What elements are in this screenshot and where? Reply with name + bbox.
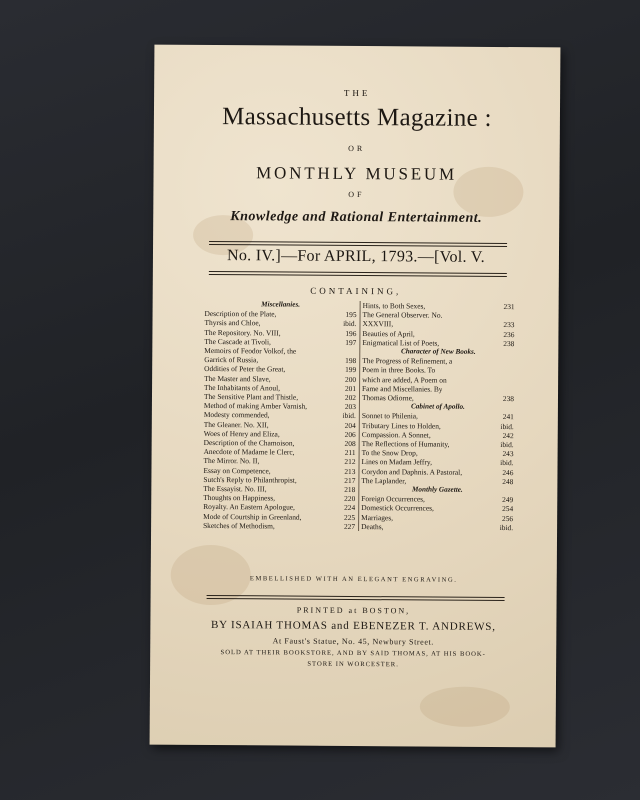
entry-page-number: 198	[345, 356, 357, 366]
contents-right-column	[361, 301, 515, 532]
entry-page-number: 224	[344, 503, 356, 513]
entry-title: Hints, to Both Sexes,	[362, 301, 426, 311]
entry-page-number: 248	[502, 476, 514, 486]
entry-page-number: 195	[345, 310, 357, 320]
entry-title: The Mirror. No. II,	[203, 456, 260, 466]
entry-title: Compassion. A Sonnet,	[361, 429, 431, 440]
entry-page-number: 231	[503, 302, 515, 312]
entry-title: Deaths,	[361, 521, 384, 532]
contents-entry	[361, 522, 513, 532]
entry-title: Woes of Henry and Eliza,	[203, 428, 280, 439]
address-line: At Faust's Statue, No. 45, Newbury Street.	[272, 636, 434, 647]
entry-page-number: ibid.	[500, 458, 514, 468]
entry-title: Anecdote of Madame le Clerc,	[203, 447, 295, 457]
magazine-title: Massachusetts Magazine :	[222, 103, 492, 132]
entry-title: Description of the Plate,	[204, 309, 277, 319]
entry-title: Oddities of Peter the Great,	[204, 364, 286, 374]
contents-entry	[361, 513, 513, 523]
double-rule-top	[209, 241, 507, 247]
entry-page-number: 206	[344, 429, 356, 439]
entry-page-number: 199	[345, 365, 357, 375]
contents-section-heading: Monthly Gazette.	[411, 485, 463, 494]
contents-section-heading: Cabinet of Apollo.	[410, 402, 465, 412]
entry-page-number	[352, 347, 356, 356]
entry-title: Lines on Madam Jeffry,	[361, 457, 432, 467]
entry-page-number: 201	[344, 383, 357, 393]
entry-title: Corydon and Daphnis. A Pastoral,	[361, 466, 463, 477]
issue-line: No. IV.]—For APRIL, 1793.—[Vol. V.	[226, 247, 485, 266]
entry-page-number: ibid.	[343, 319, 357, 329]
entry-page-number: 249	[502, 495, 514, 505]
entry-title: The Master and Slave,	[204, 373, 271, 384]
sold-line: SOLD AT THEIR BOOKSTORE, AND BY SAID THOMAS, AT HIS BOOK-	[220, 649, 486, 658]
entry-page-number: 196	[345, 328, 357, 338]
contents-entry	[361, 476, 513, 486]
contents-left-column	[203, 300, 361, 531]
heading-the: THE	[343, 87, 371, 99]
entry-title: Sutch's Reply to Philanthropist,	[203, 474, 297, 485]
double-rule-middle	[209, 271, 507, 277]
entry-page-number: 217	[344, 475, 356, 485]
embellished-note: EMBELLISHED WITH AN ELEGANT ENGRAVING.	[249, 575, 458, 584]
entry-page-number: ibid.	[500, 440, 514, 450]
entry-title: Beauties of April,	[362, 328, 415, 339]
entry-title: The Cascade at Tivoli,	[204, 336, 271, 347]
magazine-title-page	[150, 45, 561, 748]
entry-page-number: 218	[344, 484, 356, 495]
entry-page-number: 243	[502, 449, 514, 459]
entry-title: Sketches of Methodism,	[203, 520, 275, 531]
entry-page-number: 256	[502, 513, 514, 523]
entry-page-number	[510, 376, 514, 385]
entry-page-number: 204	[344, 420, 356, 430]
printed-line: PRINTED at BOSTON,	[296, 605, 411, 616]
entry-page-number: 197	[345, 337, 357, 347]
entry-title: The Reflections of Humanity,	[361, 439, 450, 449]
entry-title: The Essayist. No. III,	[203, 484, 267, 494]
entry-page-number: 238	[503, 338, 515, 348]
entry-page-number: 211	[344, 448, 356, 458]
entry-page-number	[510, 385, 514, 394]
entry-page-number	[510, 367, 514, 376]
double-rule-bottom	[207, 595, 505, 601]
heading-or: OR	[348, 143, 366, 154]
magazine-subtitle: MONTHLY MUSEUM	[256, 163, 457, 184]
heading-of: OF	[348, 189, 365, 200]
entry-title: Enigmatical List of Poets,	[362, 337, 440, 348]
entry-title: Memoirs of Feodor Volkof, the	[204, 345, 297, 356]
entry-title: The Repository. No. VIII,	[204, 327, 281, 338]
entry-page-number: 208	[344, 438, 356, 449]
entry-title: XXXVIII,	[362, 319, 394, 329]
entry-title: The Sensitive Plant and Thistle,	[203, 391, 299, 402]
entry-page-number: 246	[502, 467, 514, 477]
entry-page-number: ibid.	[342, 411, 356, 421]
magazine-subtitle-2: Knowledge and Rational Entertainment.	[230, 209, 483, 226]
entry-page-number	[510, 357, 514, 366]
contents-entry	[362, 393, 514, 403]
entry-page-number: 238	[502, 394, 515, 404]
entry-title: Sonnet to Philenia,	[361, 411, 418, 421]
entry-page-number: 213	[344, 466, 356, 476]
entry-title: Description of the Chamoison,	[203, 437, 295, 448]
entry-title: The Progress of Refinement, a	[362, 356, 453, 366]
entry-page-number: 212	[344, 457, 356, 467]
entry-title: Thyrsis and Chloe,	[204, 318, 261, 328]
entry-title: Modesty commended,	[203, 410, 270, 420]
entry-page-number: 236	[503, 329, 515, 339]
entry-page-number	[511, 311, 515, 320]
entry-page-number: 203	[344, 402, 356, 412]
entry-title: The Laplander,	[361, 475, 407, 486]
containing-heading: CONTAINING,	[310, 285, 402, 297]
contents-section-heading: Miscellanies.	[261, 300, 301, 309]
entry-title: Mode of Courtship in Greenland,	[203, 511, 302, 522]
entry-title: To the Snow Drop,	[361, 448, 418, 458]
entry-page-number: ibid.	[500, 421, 514, 431]
store-line: STORE IN WORCESTER.	[307, 660, 399, 669]
entry-title: The General Observer. No.	[362, 310, 443, 320]
entry-title: Tributary Lines to Holden,	[361, 420, 441, 431]
entry-title: which are added, A Poem on	[362, 374, 447, 385]
entry-title: Garrick of Russia,	[204, 355, 259, 365]
contents-section-heading: Character of New Books.	[400, 347, 476, 356]
entry-page-number: 200	[344, 374, 357, 384]
entry-page-number: 242	[502, 430, 514, 440]
entry-title: Thoughts on Happiness,	[203, 493, 275, 503]
entry-page-number: 202	[344, 392, 357, 403]
entry-title: Essay on Competence,	[203, 465, 271, 476]
entry-title: Marriages,	[361, 512, 393, 522]
contents-entry	[203, 521, 355, 531]
entry-page-number: 225	[344, 512, 356, 522]
entry-title: Thomas Odiorne,	[361, 393, 414, 403]
paper-stain	[420, 686, 510, 727]
printers-line: BY ISAIAH THOMAS and EBENEZER T. ANDREWS,	[210, 619, 496, 633]
entry-title: Fame and Miscellanies. By	[362, 383, 443, 394]
entry-page-number: 241	[502, 412, 514, 422]
entry-title: Poem in three Books. To	[362, 365, 436, 375]
entry-title: Method of making Amber Varnish,	[203, 401, 308, 411]
entry-title: Domestick Occurrences,	[361, 503, 434, 514]
entry-page-number: 220	[344, 494, 356, 504]
entry-title: The Inhabitants of Anoul,	[204, 382, 281, 393]
entry-page-number: 227	[343, 521, 356, 531]
entry-title: Royalty. An Eastern Apologue,	[203, 502, 295, 513]
entry-title: The Gleaner. No. XII,	[203, 419, 269, 430]
entry-page-number: 233	[503, 320, 515, 330]
entry-page-number: ibid.	[499, 522, 514, 532]
contents-entry	[362, 338, 514, 348]
entry-title: Foreign Occurrences,	[361, 494, 425, 504]
entry-page-number: 254	[502, 504, 514, 514]
